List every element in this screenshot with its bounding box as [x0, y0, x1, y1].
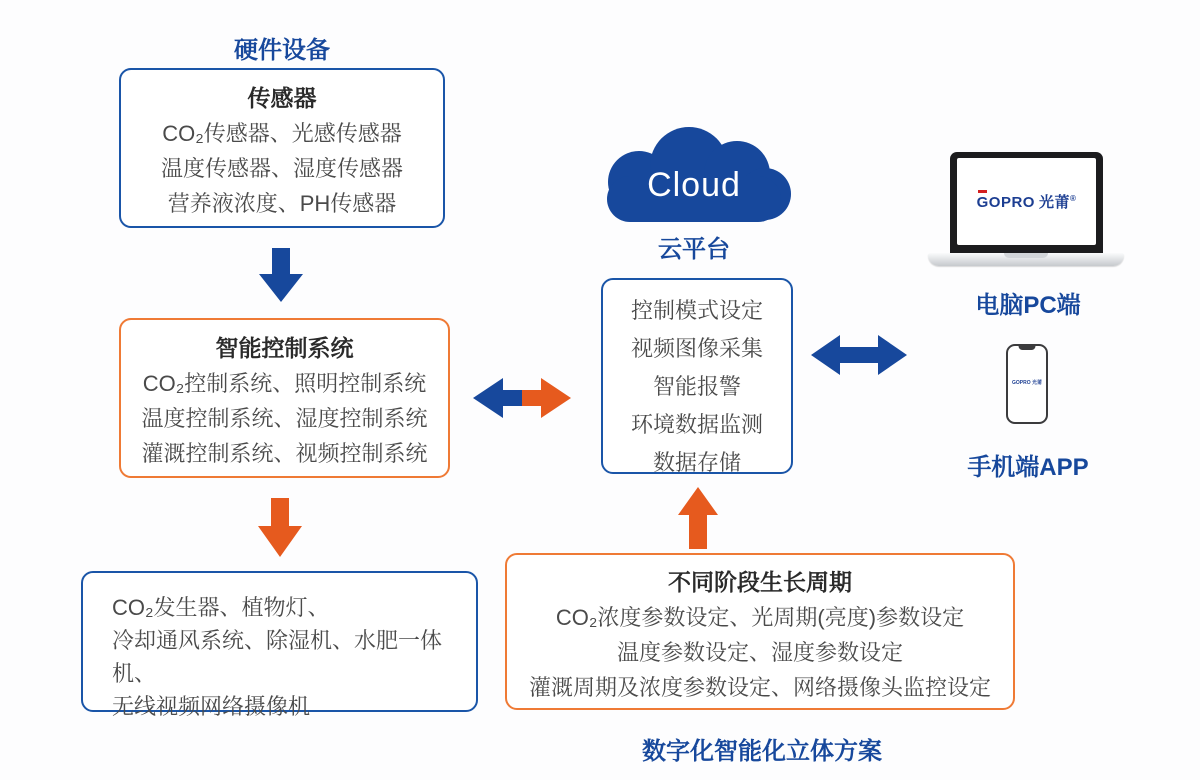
- arrow-down-blue-icon: [259, 248, 303, 302]
- control-system-box: [119, 318, 450, 478]
- logo-red-accent: [978, 190, 987, 193]
- control-box-line: 温度控制系统、湿度控制系统: [141, 406, 428, 431]
- laptop-screen: [950, 152, 1103, 253]
- output-devices-box: [81, 571, 478, 719]
- growth-box-line: CO₂浓度参数设定、光周期(亮度)参数设定: [555, 605, 965, 630]
- control-box-title: 智能控制系统: [215, 335, 354, 361]
- hardware-section-label: 硬件设备: [234, 37, 330, 64]
- growth-box-line: 温度参数设定、湿度参数设定: [616, 640, 903, 665]
- device-box-line: CO₂发生器、植物灯、: [112, 595, 330, 620]
- phone-notch: [1019, 345, 1036, 350]
- phone-client-label: 手机端APP: [967, 454, 1089, 481]
- growth-box-line: 灌溉周期及浓度参数设定、网络摄像头监控设定: [528, 675, 991, 700]
- phone-icon: [1006, 344, 1048, 424]
- arrow-bidirectional-blue-icon: [811, 333, 907, 377]
- sensor-box-line: 营养液浓度、PH传感器: [167, 191, 397, 216]
- cloud-title: Cloud: [647, 166, 741, 204]
- arrow-bidirectional-blue-orange-icon: [473, 376, 571, 420]
- cloud-functions-box: [601, 278, 793, 474]
- cloud-function-line: 环境数据监测: [630, 412, 763, 437]
- growth-cycle-box: [505, 553, 1015, 710]
- cloud-function-line: 智能报警: [652, 374, 741, 399]
- control-box-line: CO₂控制系统、照明控制系统: [142, 371, 427, 396]
- laptop-base-notch: [1004, 253, 1048, 258]
- device-box-line: 无线视频网络摄像机: [112, 694, 311, 719]
- logo-cn-text: 光莆: [1038, 194, 1070, 211]
- control-box-line: 灌溉控制系统、视频控制系统: [141, 441, 428, 466]
- cloud-function-line: 数据存储: [652, 450, 741, 475]
- arrow-down-orange-icon: [258, 498, 302, 557]
- sensor-box-title: 传感器: [247, 85, 317, 111]
- growth-box-title: 不同阶段生长周期: [668, 569, 852, 595]
- laptop-display: [957, 158, 1096, 245]
- sensor-box-line: CO₂传感器、光感传感器: [162, 121, 402, 146]
- pc-client-label: 电脑PC端: [975, 292, 1081, 319]
- logo-registered-mark: ®: [1069, 194, 1077, 203]
- logo-brand-text: GOPRO: [976, 194, 1035, 211]
- device-box-line: 冷却通风系统、除湿机、水肥一体机、: [112, 628, 443, 686]
- laptop-icon: [928, 150, 1124, 266]
- cloud-icon: [593, 126, 795, 222]
- sensor-box-line: 温度传感器、湿度传感器: [160, 156, 403, 181]
- arrow-up-orange-icon: [678, 487, 718, 549]
- cloud-platform-label: 云平台: [658, 236, 730, 263]
- cloud-function-line: 视频图像采集: [630, 336, 763, 361]
- sensor-box: [119, 68, 445, 228]
- cloud-function-line: 控制模式设定: [630, 298, 763, 323]
- phone-screen-logo: GOPRO 光莆: [1011, 380, 1042, 387]
- plan-section-label: 数字化智能化立体方案: [642, 738, 882, 765]
- laptop-base: [928, 253, 1124, 266]
- gopro-logo: [977, 191, 1077, 212]
